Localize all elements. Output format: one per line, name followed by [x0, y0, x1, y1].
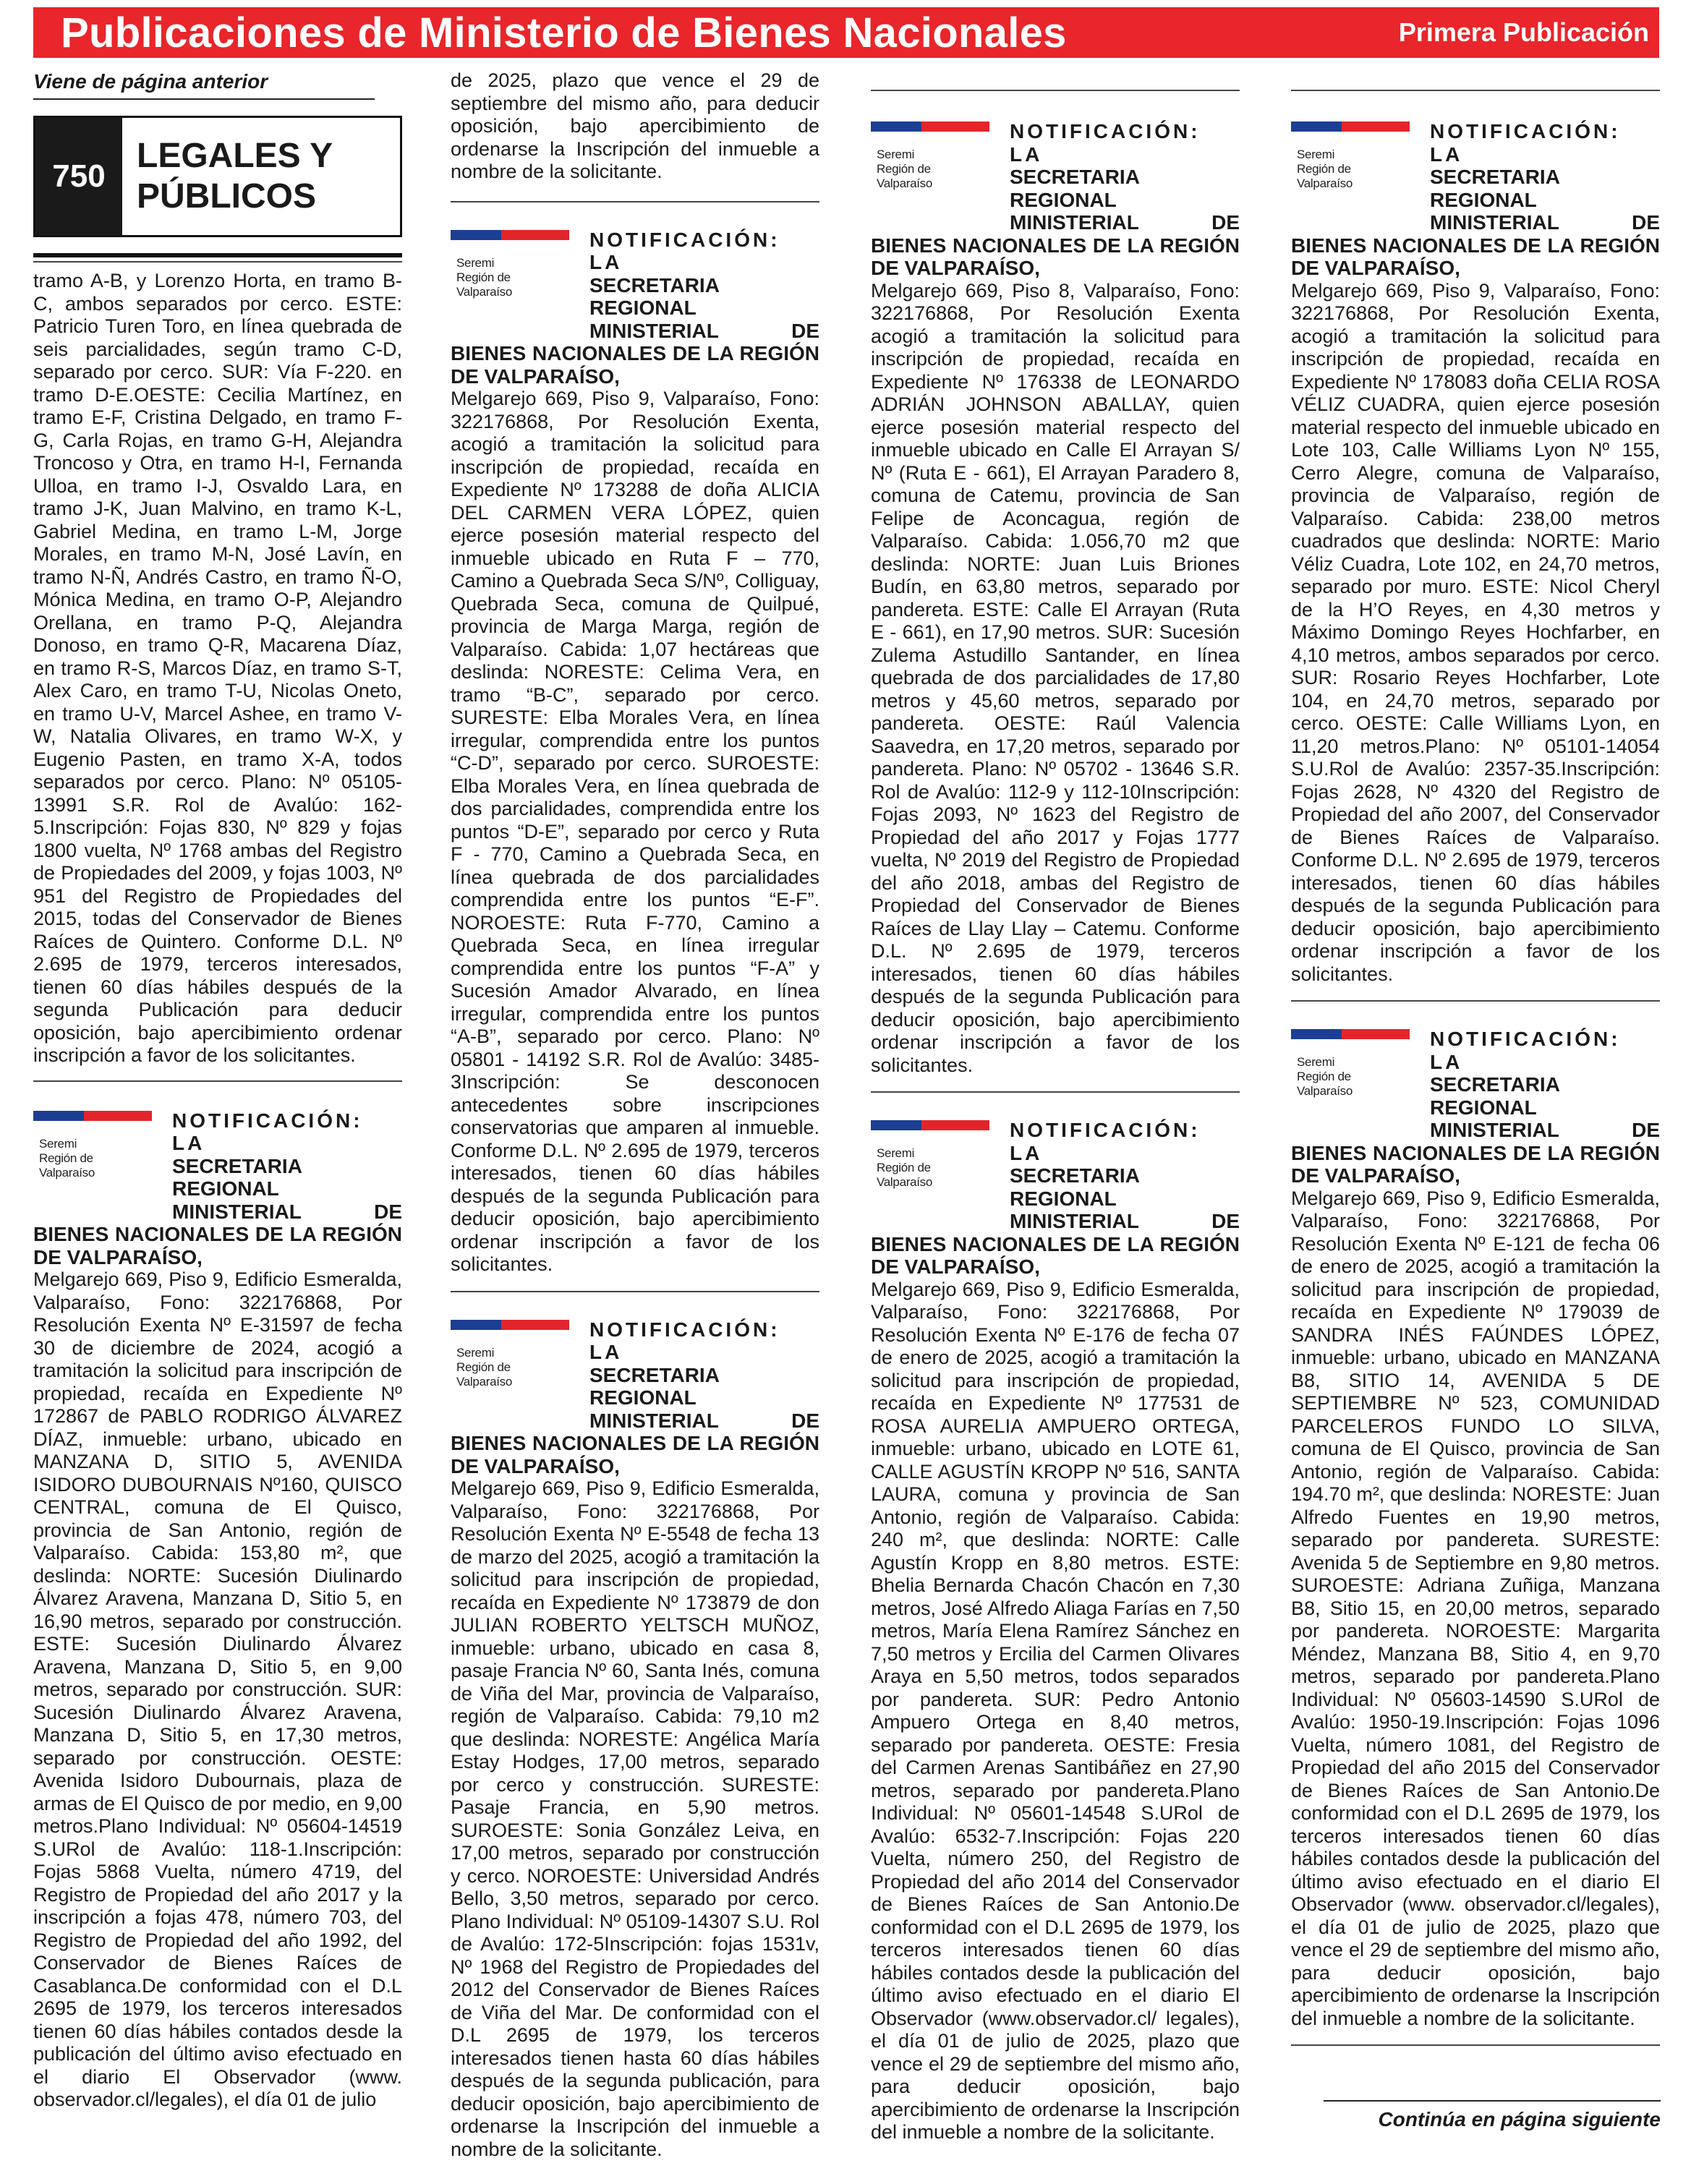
- divider: [33, 98, 375, 100]
- notice-heading: SECRETARIA REGIONAL MINISTERIAL DE BIENES NACIONALES DE LA REGIÓN DE VALPARAÍSO,: [871, 166, 1240, 279]
- notice-entry: [451, 1318, 819, 2162]
- seremi-flag-icon: [871, 121, 989, 132]
- notice-entry: [871, 1119, 1240, 2144]
- notice-continuation: tramo A-B, y Lorenzo Horta, en tramo B-C, ambos separados por cerco. ESTE: Patricio Turen Toro, en línea quebrada de seis parcialidades, según tramo C-D, separado por cerco. SUR: Vía F-220. en tramo D-E.OESTE: Cecilia Martínez, en tramo E-F, Cristina Delgado, en tramo F-G, Carla Rojas, en tramo G-H, Alejandra Troncoso y Otra, en tramo H-I, Fernanda Ulloa, en tramo I-J, Osvaldo Lara, en tramo J-K, Juan Malvino, en tramo K-L, Gabriel Medina, en tramo L-M, Jorge Morales, en tramo M-N, José Lavín, en tramo N-Ñ, Andrés Castro, en tramo Ñ-O, Mónica Medina, en tramo O-P, Alejandro Orellana, en tramo P-Q, Alejandra Donoso, en tramo Q-R, Macarena Díaz, en tramo R-S, Marcos Díaz, en tramo S-T, Alex Caro, en tramo T-U, Nicolas Oneto, en tramo U-V, Marcel Ashee, en tramo V-W, Natalia Olivares, en tramo W-X, y Eugenio Pasten, en tramo X-A, todos separados por cerco. Plano: Nº 05105-13991 S.R. Rol de Avalúo: 162-5.Inscripción: Fojas 830, Nº 829 y fojas 1800 vuelta, Nº 1768 ambas del Registro de Propiedades del 2009, y fojas 1003, Nº 951 del Registro de Propiedades del 2015, todas del Conservador de Bienes Raíces de Quintero. Conforme D.L. Nº 2.695 de 1979, terceros interesados, tienen 60 días hábiles después de la segunda Publicación para deducir oposición, bajo apercibimiento ordenar inscripción a favor de los solicitantes.: [33, 270, 402, 1066]
- divider: [871, 90, 1240, 91]
- notice-entry: [871, 120, 1240, 1077]
- section-title: [122, 118, 333, 235]
- column-1: [33, 69, 402, 2112]
- seremi-logo: Seremi Región de Valparaíso: [451, 230, 578, 331]
- divider: [451, 201, 819, 202]
- notice-body: Melgarejo 669, Piso 9, Valparaíso, Fono: 322176868, Por Resolución Exenta, acogió a tramitación la solicitud para inscripción de propiedad, recaída en Expediente Nº 173288 de doña ALICIA DEL CARMEN VERA LÓPEZ, quien ejerce posesión material respecto del inmueble ubicado en Ruta F – 770, Camino a Quebrada Seca S/Nº, Colliguay, Quebrada Seca, comuna de Quilpué, provincia de Marga Marga, región de Valparaíso. Cabida: 1,07 hectáreas que deslinda: NORESTE: Celima Vera, en tramo “B-C”, separado por cerco. SURESTE: Elba Morales Vera, en línea irregular, comprendida entre los puntos “C-D”, separado por cerco. SUROESTE: Elba Morales Vera, en línea quebrada de dos parcialidades, comprendida entre los puntos “D-E”, separado por cerco y Ruta F - 770, Camino a Quebrada Seca, en línea quebrada de dos parcialidades comprendida entre los puntos “E-F”. NOROESTE: Ruta F-770, Camino a Quebrada Seca, en línea irregular comprendida entre los puntos “F-A” y Sucesión Amador Alvarado, en línea irregular, comprendida entre los puntos “A-B”, separado por cerco. Plano: Nº 05801 - 14192 S.R. Rol de Avalúo: 3485-3Inscripción: Se desconocen antecedentes sobre inscripciones conservatorias que amparen al inmueble. Conforme D.L. Nº 2.695 de 1979, terceros interesados, tienen 60 días hábiles después de la segunda Publicación para deducir oposición, bajo apercibimiento ordenar inscripción a favor de los solicitantes.: [451, 388, 819, 1275]
- seremi-flag-icon: [451, 1320, 569, 1330]
- divider: [871, 1091, 1240, 1093]
- seremi-logo: Seremi Región de Valparaíso: [1291, 1029, 1418, 1130]
- column-3: [871, 69, 1240, 2144]
- seremi-logo: Seremi Región de Valparaíso: [1291, 121, 1418, 223]
- divider: [1291, 1000, 1660, 1002]
- page-header-banner: [33, 7, 1659, 58]
- notice-heading-prefix: NOTIFICACIÓN: LA: [1430, 1028, 1621, 1073]
- seremi-flag-icon: [33, 1111, 152, 1121]
- previous-page-note: Viene de página anterior: [33, 70, 268, 93]
- seremi-logo: Seremi Región de Valparaíso: [33, 1111, 161, 1212]
- notice-heading: SECRETARIA REGIONAL MINISTERIAL DE BIENES NACIONALES DE LA REGIÓN DE VALPARAÍSO,: [451, 1363, 819, 1477]
- seremi-flag-icon: [1291, 121, 1410, 132]
- notice-heading-prefix: NOTIFICACIÓN: LA: [589, 228, 780, 273]
- section-header: [33, 116, 402, 237]
- notice-entry: [451, 229, 819, 1276]
- notice-body: Melgarejo 669, Piso 9, Edificio Esmeralda, Valparaíso, Fono: 322176868, Por Resolución Exenta Nº E-31597 de fecha 30 de diciembre de 2024, acogió a tramitación la solicitud para inscripción de propiedad, recaída en Expediente Nº 172867 de PABLO RODRIGO ÁLVAREZ DÍAZ, inmueble: urbano, ubicado en MANZANA D, SITIO 5, AVENIDA ISIDORO DUBOURNAIS Nº160, QUISCO CENTRAL, comuna de El Quisco, provincia de San Antonio, región de Valparaíso. Cabida: 153,80 m², que deslinda: NORTE: Sucesión Diulinardo Álvarez Aravena, Manzana D, Sitio 5, en 16,90 metros, separado por construcción. ESTE: Sucesión Diulinardo Álvarez Aravena, Manzana D, Sitio 5, en 9,00 metros, separado por construcción. SUR: Sucesión Diulinardo Álvarez Aravena, Manzana D, Sitio 5, en 17,30 metros, separado por construcción. OESTE: Avenida Isidoro Dubournais, plaza de armas de El Quisco de por medio, en 9,00 metros.Plano Individual: Nº 05604-14519 S.URol de Avalúo: 118-1.Inscripción: Fojas 5868 Vuelta, número 4719, del Registro de Propiedad del año 2017 y la inscripción a fojas 478, número 703, del Registro de Propiedad del año 1992, del Conservador de Bienes Raíces de Casablanca.De conformidad con el D.L 2695 de 1979, los terceros interesados tienen 60 días hábiles contados desde la publicación del último aviso efectuado en el diario El Observador (www. observador.cl/legales), el día 01 de julio: [33, 1268, 402, 2110]
- notice-heading-prefix: NOTIFICACIÓN: LA: [1430, 120, 1621, 166]
- page-title: Publicaciones de Ministerio de Bienes Nacionales: [61, 9, 1067, 56]
- seremi-flag-icon: [451, 230, 569, 240]
- notice-heading-prefix: NOTIFICACIÓN: LA: [1010, 1119, 1201, 1164]
- notice-entry: [33, 1109, 402, 2112]
- notice-body: Melgarejo 669, Piso 9, Edificio Esmeralda, Valparaíso, Fono: 322176868, Por Resolución Exenta Nº E-121 de fecha 06 de enero de 2025, acogió a tramitación la solicitud para inscripción de propiedad, recaída en Expediente Nº 179039 de SANDRA INÉS FAÚNDES LÓPEZ, inmueble: urbano, ubicado en MANZANA B8, SITIO 14, AVENIDA 5 DE SEPTIEMBRE Nº 523, COMUNIDAD PARCELEROS FUNDO LO SILVA, comuna de El Quisco, provincia de San Antonio, región de Valparaíso. Cabida: 194.70 m², que deslinda: NORESTE: Juan Alfredo Fuentes en 19,90 metros, separado por pandereta. SURESTE: Avenida 5 de Septiembre en 9,80 metros. SUROESTE: Adriana Zuñiga, Manzana B8, Sitio 15, en 20,00 metros, separado por pandereta. NOROESTE: Margarita Méndez, Manzana B8, Sitio 4, en 9,70 metros, separado por pandereta.Plano Individual: Nº 05603-14590 S.URol de Avalúo: 1950-19.Inscripción: Fojas 1096 Vuelta, número 1081, del Registro de Propiedad del año 2015 del Conservador de Bienes Raíces de San Antonio.De conformidad con el D.L 2695 de 1979, los terceros interesados tienen 60 días hábiles contados desde la publicación del último aviso efectuado en el diario El Observador (www. observador.cl/legales), el día 01 de julio de 2025, plazo que vence el 29 de septiembre del mismo año, para deducir oposición, bajo apercibimiento de ordenarse la Inscripción del inmueble a nombre de la solicitante.: [1291, 1187, 1660, 2029]
- notice-heading: SECRETARIA REGIONAL MINISTERIAL DE BIENES NACIONALES DE LA REGIÓN DE VALPARAÍSO,: [871, 1164, 1240, 1278]
- column-2: [451, 69, 819, 2161]
- notice-heading: SECRETARIA REGIONAL MINISTERIAL DE BIENES NACIONALES DE LA REGIÓN DE VALPARAÍSO,: [33, 1154, 402, 1268]
- notice-entry: [1291, 1028, 1660, 2030]
- divider: [451, 1291, 819, 1292]
- next-page-note: Continúa en página siguiente: [1378, 2108, 1661, 2130]
- seremi-logo: Seremi Región de Valparaíso: [871, 121, 998, 223]
- notice-entry: [1291, 120, 1660, 986]
- notice-continuation: de 2025, plazo que vence el 29 de septiembre del mismo año, para deducir oposición, bajo apercibimiento de ordenarse la Inscripción del inmueble a nombre de la solicitante.: [451, 69, 819, 182]
- section-number: 750: [35, 118, 122, 235]
- section-divider-thin: [33, 261, 402, 263]
- notice-body: Melgarejo 669, Piso 9, Edificio Esmeralda, Valparaíso, Fono: 322176868, Por Resolución Exenta Nº E-176 de fecha 07 de enero de 2025, acogió a tramitación la solicitud para inscripción de propiedad, recaída en Expediente Nº 177531 de ROSA AURELIA AMPUERO ORTEGA, inmueble: urbano, ubicado en LOTE 61, CALLE AGUSTÍN KROPP Nº 516, SANTA LAURA, comuna y provincia de San Antonio, región de Valparaíso. Cabida: 240 m², que deslinda: NORTE: Calle Agustín Kropp en 8,80 metros. ESTE: Bhelia Bernarda Chacón Chacón en 7,30 metros, José Alfredo Aliaga Farías en 7,50 metros, María Elena Ramírez Sánchez en 7,50 metros y Ercilia del Carmen Olivares Araya en 5,50 metros, todos separados por pandereta. SUR: Pedro Antonio Ampuero Ortega en 8,40 metros, separado por pandereta. OESTE: Fresia del Carmen Arenas Santibáñez en 27,90 metros, separado por pandereta.Plano Individual: Nº 05601-14548 S.URol de Avalúo: 6532-7.Inscripción: Fojas 220 Vuelta, número 250, del Registro de Propiedad del año 2014 del Conservador de Bienes Raíces de San Antonio.De conformidad con el D.L 2695 de 1979, los terceros interesados tienen 60 días hábiles contados desde la publicación del último aviso efectuado en el diario El Observador (www.observador.cl/ legales), el día 01 de julio de 2025, plazo que vence el 29 de septiembre del mismo año, para deducir oposición, bajo apercibimiento de ordenarse la Inscripción del inmueble a nombre de la solicitante.: [871, 1278, 1240, 2143]
- publication-label: Primera Publicación: [1398, 17, 1649, 47]
- footer-divider: [1324, 2100, 1661, 2102]
- section-divider: [33, 253, 402, 257]
- section-title-line2: PÚBLICOS: [137, 177, 317, 216]
- column-4: [1291, 69, 1660, 2046]
- seremi-logo: Seremi Región de Valparaíso: [451, 1320, 578, 1421]
- seremi-flag-icon: [871, 1120, 989, 1130]
- divider: [1291, 2044, 1660, 2046]
- notice-heading-prefix: NOTIFICACIÓN: LA: [1010, 120, 1201, 166]
- section-title-line1: LEGALES Y: [137, 137, 333, 175]
- seremi-logo: Seremi Región de Valparaíso: [871, 1120, 998, 1221]
- notice-heading: SECRETARIA REGIONAL MINISTERIAL DE BIENES NACIONALES DE LA REGIÓN DE VALPARAÍSO,: [1291, 1073, 1660, 1187]
- notice-heading: SECRETARIA REGIONAL MINISTERIAL DE BIENES NACIONALES DE LA REGIÓN DE VALPARAÍSO,: [1291, 166, 1660, 279]
- seremi-flag-icon: [1291, 1029, 1410, 1039]
- notice-heading-prefix: NOTIFICACIÓN: LA: [172, 1109, 363, 1154]
- notice-heading: SECRETARIA REGIONAL MINISTERIAL DE BIENES NACIONALES DE LA REGIÓN DE VALPARAÍSO,: [451, 273, 819, 388]
- notice-heading-prefix: NOTIFICACIÓN: LA: [589, 1318, 780, 1363]
- notice-body: Melgarejo 669, Piso 8, Valparaíso, Fono: 322176868, Por Resolución Exenta acogió a tramitación la solicitud para inscripción de propiedad, recaída en Expediente Nº 176338 de LEONARDO ADRIÁN JOHNSON ABALLAY, quien ejerce posesión material respecto del inmueble ubicado en Calle El Arrayan S/ Nº (Ruta E - 661), El Arrayan Paradero 8, comuna de Catemu, provincia de San Felipe de Aconcagua, región de Valparaíso. Cabida: 1.056,70 m2 que deslinda: NORTE: Juan Luis Briones Budín, en 63,80 metros, separado por pandereta. ESTE: Calle El Arrayan (Ruta E - 661), en 17,90 metros. SUR: Sucesión Zulema Astudillo Santander, en línea quebrada de dos parcialidades de 17,80 metros y 45,60 metros, separado por pandereta. OESTE: Raúl Valencia Saavedra, en 17,20 metros, separado por pandereta. Plano: Nº 05702 - 13646 S.R. Rol de Avalúo: 112-9 y 112-10Inscripción: Fojas 2093, Nº 1623 del Registro de Propiedad del año 2017 y Fojas 1777 vuelta, Nº 2019 del Registro de Propiedad del año 2018, ambas del Registro de Propiedad del Conservador de Bienes Raíces de Llay Llay – Catemu. Conforme D.L. Nº 2.695 de 1979, terceros interesados, tienen 60 días hábiles después de la segunda Publicación para deducir oposición, bajo apercibimiento ordenar inscripción a favor de los solicitantes.: [871, 279, 1240, 1076]
- divider: [33, 1080, 402, 1082]
- notice-body: Melgarejo 669, Piso 9, Edificio Esmeralda, Valparaíso, Fono: 322176868, Por Resolución Exenta Nº E-5548 de fecha 13 de marzo del 2025, acogió a tramitación la solicitud para inscripción de propiedad, recaída en Expediente Nº 173879 de don JULIAN ROBERTO YELTSCH MUÑOZ, inmueble: urbano, ubicado en casa 8, pasaje Francia Nº 60, Santa Inés, comuna de Viña del Mar, provincia de Valparaíso, región de Valparaíso. Cabida: 79,10 m2 que deslinda: NORESTE: Angélica María Estay Hodges, 17,00 metros, separado por cerco y construcción. SURESTE: Pasaje Francia, en 5,90 metros. SUROESTE: Sonia González Leiva, en 17,00 metros, separado por construcción y cerco. NOROESTE: Universidad Andrés Bello, 3,50 metros, separado por cerco. Plano Individual: Nº 05109-14307 S.U. Rol de Avalúo: 172-5Inscripción: fojas 1531v, Nº 1968 del Registro de Propiedades del 2012 del Conservador de Bienes Raíces de Viña del Mar. De conformidad con el D.L 2695 de 1979, los terceros interesados tienen hasta 60 días hábiles después de la segunda publicación, para deducir oposición, bajo apercibimiento de ordenarse la Inscripción del inmueble a nombre de la solicitante.: [451, 1477, 819, 2160]
- notice-body: Melgarejo 669, Piso 9, Valparaíso, Fono: 322176868, Por Resolución Exenta, acogió a tramitación la solicitud para inscripción de propiedad, recaída en Expediente Nº 178083 doña CELIA ROSA VÉLIZ CUADRA, quien ejerce posesión material respecto del inmueble ubicado en Lote 103, Calle Williams Lyon Nº 155, Cerro Alegre, comuna de Valparaíso, provincia de Valparaíso, región de Valparaíso. Cabida: 238,00 metros cuadrados que deslinda: NORTE: Mario Véliz Cuadra, Lote 102, en 24,70 metros, separado por muro. ESTE: Nicol Cheryl de la H’O Reyes, en 4,30 metros y Máximo Domingo Reyes Hochfarber, en 4,10 metros, ambos separados por cerco. SUR: Rosario Reyes Hochfarber, Lote 104, en 24,70 metros, separado por cerco. OESTE: Calle Williams Lyon, en 11,20 metros.Plano: Nº 05101-14054 S.U.Rol de Avalúo: 2357-35.Inscripción: Fojas 2628, Nº 4320 del Registro de Propiedad del año 2007, del Conservador de Bienes Raíces de Valparaíso. Conforme D.L. Nº 2.695 de 1979, terceros interesados, tienen 60 días hábiles después de la segunda Publicación para deducir oposición, bajo apercibimiento ordenar inscripción a favor de los solicitantes.: [1291, 279, 1660, 985]
- divider: [1291, 90, 1660, 91]
